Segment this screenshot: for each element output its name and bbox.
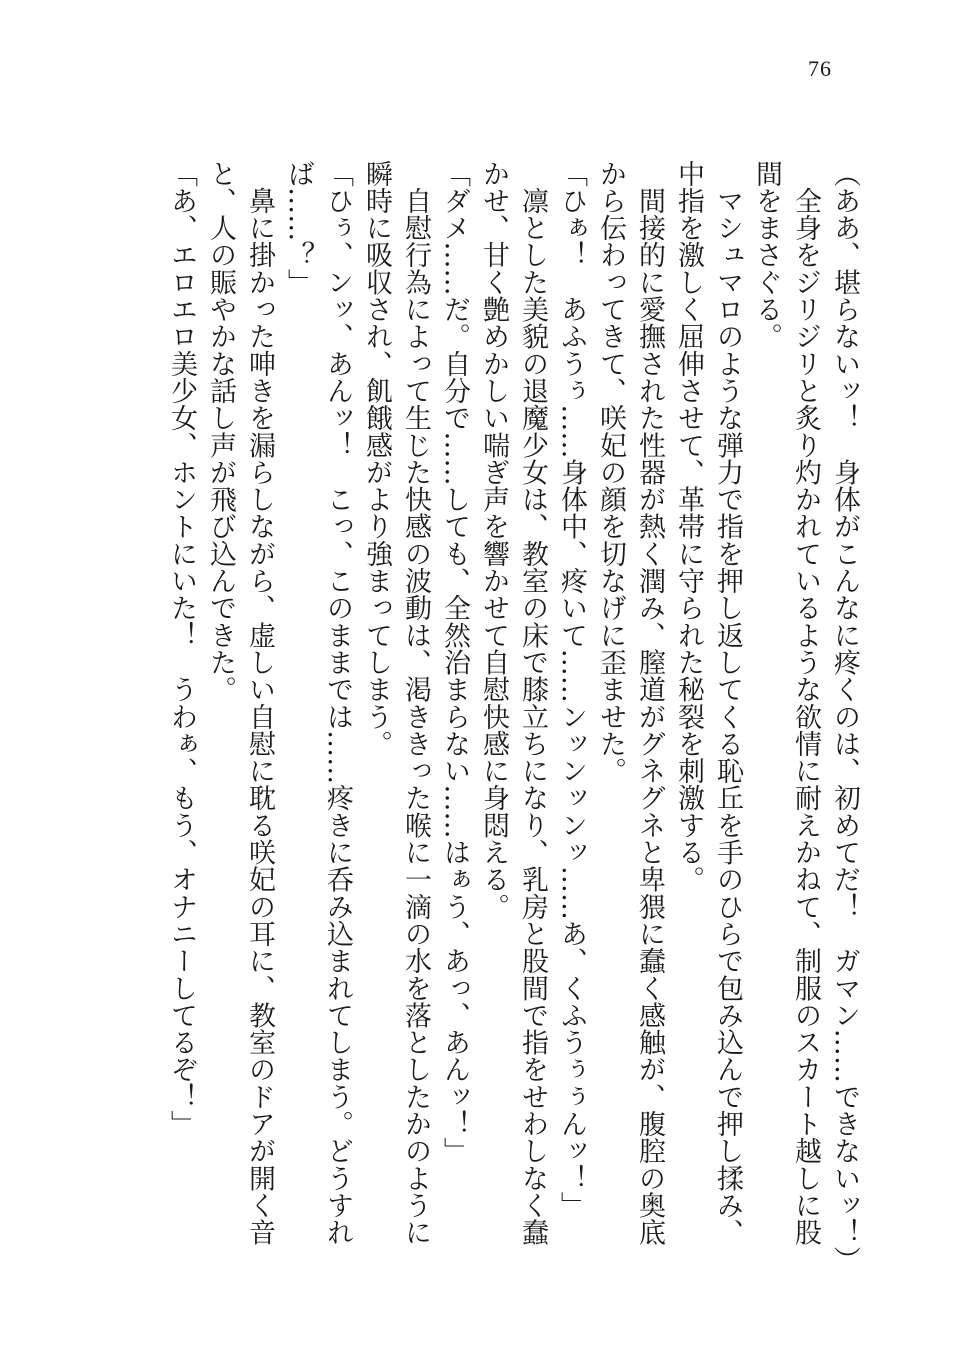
text-line: から伝わってきて、咲妃の顔を切なげに歪ませた。 <box>595 160 626 785</box>
text-line: 中指を激しく屈伸させて、革帯に守られた秘裂を刺激する。 <box>673 160 704 894</box>
text-line: 自慰行為によって生じた快感の波動は、渇ききった喉に一滴の水を落としたかのように <box>400 160 431 1246</box>
text-line: マシュマロのような弾力で指を押し返してくる恥丘を手のひらで包み込んで押し揉み、 <box>712 160 743 1246</box>
text-line: 瞬時に吸収され、飢餓感がより強まってしまう。 <box>361 160 392 758</box>
text-line: 「ダメ……だ。自分で……しても、全然治まらない……はぁう、あっ、あんッ！」 <box>439 160 470 1165</box>
text-line: 間接的に愛撫された性器が熱く潤み、膣道がグネグネと卑猥に蠢く感触が、腹腔の奥底 <box>634 160 665 1246</box>
text-line: 凛とした美貌の退魔少女は、教室の床で膝立ちになり、乳房と股間で指をせわしなく蠢 <box>517 160 548 1246</box>
text-line: 「あ、エロエロ美少女、ホントにいた！ うわぁ、もう、オナニーしてるぞ！」 <box>166 160 197 1138</box>
text-line: 間をまさぐる。 <box>751 160 782 351</box>
page-number: 76 <box>808 56 832 81</box>
text-line: 「ひぅ、ンッ、あんッ！ こっ、このままでは……疼きに呑み込まれてしまう。どうすれ <box>322 160 353 1246</box>
text-line: （ああ、堪らないッ！ 身体がこんなに疼くのは、初めてだ！ ガマン……できないッ！） <box>829 160 860 1274</box>
text-line: 「ひぁ！ あふうぅ……身体中、疼いて……ンッンッンッ……あ、くふうぅぅんッ！」 <box>556 160 587 1219</box>
body-text <box>104 160 864 1274</box>
text-line: と、人の賑やかな話し声が飛び込んできた。 <box>205 160 236 703</box>
text-line: かせ、甘く艶めかしい喘ぎ声を響かせて自慰快感に身悶える。 <box>478 160 509 921</box>
text-line: 鼻に掛かった呻きを漏らしながら、虚しい自慰に耽る咲妃の耳に、教室のドアが開く音 <box>244 160 275 1246</box>
text-line: ば……？」 <box>283 160 314 296</box>
text-line: 全身をジリジリと炙り灼かれているような欲情に耐えかねて、制服のスカート越しに股 <box>790 160 821 1246</box>
